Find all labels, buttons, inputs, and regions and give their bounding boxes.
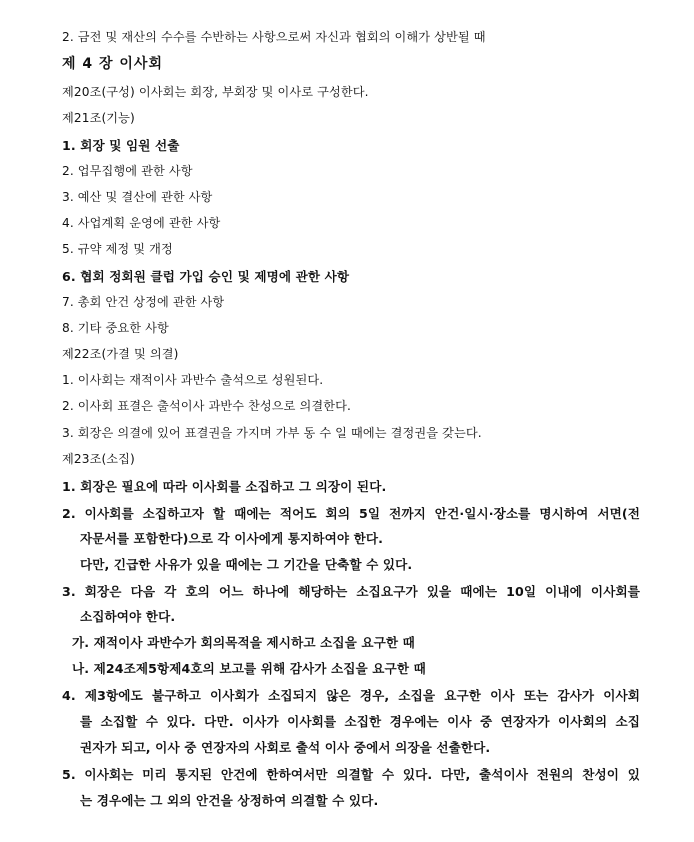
list-item: 3. 회장은 의결에 있어 표결권을 가지며 가부 동 수 일 때에는 결정권을 갖는다.	[62, 426, 482, 440]
list-item: 4. 사업계획 운영에 관한 사항	[62, 216, 221, 230]
list-item: 1. 이사회는 재적이사 과반수 출석으로 성원된다.	[62, 373, 324, 387]
list-item-continued: 다만, 긴급한 사유가 있을 때에는 그 기간을 단축할 수 있다.	[80, 557, 413, 572]
list-item: 4. 제3항에도 불구하고 이사회가 소집되지 않은 경우, 소집을 요구한 이사 또는 감사가 이사회	[62, 688, 640, 703]
sub-item: 가. 재적이사 과반수가 회의목적을 제시하고 소집을 요구한 때	[72, 635, 415, 650]
list-item: 2. 업무집행에 관한 사항	[62, 164, 193, 178]
list-item: 3. 회장은 다음 각 호의 어느 하나에 해당하는 소집요구가 있을 때에는 10일 이내에 이사회를	[62, 584, 640, 599]
list-item: 5. 이사회는 미리 통지된 안건에 한하여서만 의결할 수 있다. 다만, 출석이사 전원의 찬성이 있	[62, 767, 640, 782]
list-item-continued: 는 경우에는 그 외의 안건을 상정하여 의결할 수 있다.	[80, 793, 379, 808]
list-item: 3. 예산 및 결산에 관한 사항	[62, 190, 213, 204]
list-item-continued: 를 소집할 수 있다. 다만. 이사가 이사회를 소집한 경우에는 이사 중 연장자가 이사회의 소집	[80, 714, 640, 729]
list-item: 5. 규약 제정 및 개정	[62, 242, 173, 256]
list-item: 2. 이사회를 소집하고자 할 때에는 적어도 회의 5일 전까지 안건·일시·장소를 명시하여 서면(전	[62, 506, 640, 521]
list-item-continued: 자문서를 포함한다)으로 각 이사에게 통지하여야 한다.	[80, 531, 384, 546]
chapter-heading: 제 4 장 이사회	[62, 56, 163, 72]
list-item-continued: 소집하여야 한다.	[80, 609, 176, 624]
list-item: 1. 회장 및 임원 선출	[62, 138, 180, 153]
list-item: 7. 총회 안건 상정에 관한 사항	[62, 295, 225, 309]
list-item-continued: 권자가 되고, 이사 중 연장자의 사회로 출석 이사 중에서 의장을 선출한다.	[80, 740, 491, 755]
article-21-heading: 제21조(기능)	[62, 111, 135, 125]
list-item: 8. 기타 중요한 사항	[62, 321, 169, 335]
article-20: 제20조(구성) 이사회는 회장, 부회장 및 이사로 구성한다.	[62, 85, 369, 99]
list-item: 6. 협회 정회원 클럽 가입 승인 및 제명에 관한 사항	[62, 269, 350, 284]
sub-item: 나. 제24조제5항제4호의 보고를 위해 감사가 소집을 요구한 때	[72, 661, 426, 676]
article-22-heading: 제22조(가결 및 의결)	[62, 347, 179, 361]
list-item: 2. 이사회 표결은 출석이사 과반수 찬성으로 의결한다.	[62, 399, 351, 413]
article-23-heading: 제23조(소집)	[62, 452, 135, 466]
list-item: 1. 회장은 필요에 따라 이사회를 소집하고 그 의장이 된다.	[62, 479, 387, 494]
clause-item: 2. 금전 및 재산의 수수를 수반하는 사항으로써 자신과 협회의 이해가 상반될 때	[62, 30, 486, 44]
